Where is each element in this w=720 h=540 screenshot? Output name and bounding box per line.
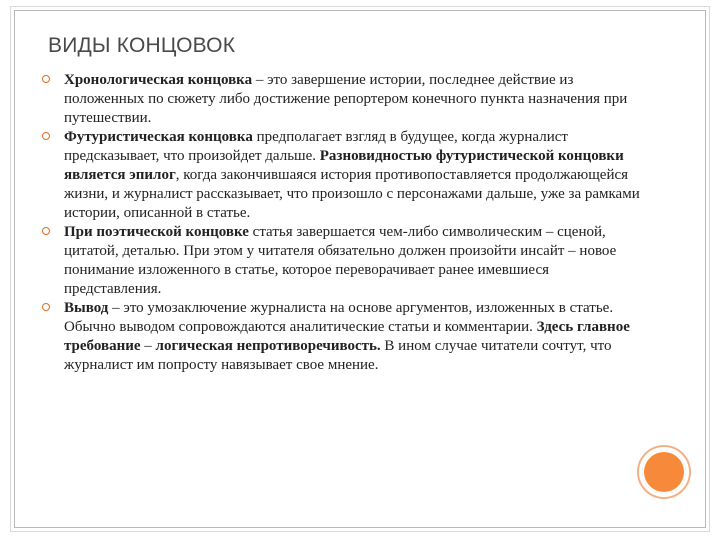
slide-edge-bottom bbox=[10, 531, 710, 532]
slide-title: ВИДЫ КОНЦОВОК bbox=[48, 34, 236, 57]
bullet-list bbox=[42, 71, 642, 375]
slide-edge-top bbox=[10, 6, 710, 7]
item-text: – это умозаключение журналиста на основе аргументов, изложенных в статье. Обычно выводом сопровождаются аналитические статьи и комментарии. bbox=[64, 300, 614, 335]
item-lead-bold: Футуристическая концовка bbox=[64, 129, 253, 145]
item-text: – это завершение истории, последнее действие из положенных по сюжету либо достижение репортером конечного пункта назначения при путешествии. bbox=[64, 72, 628, 126]
item-text: предполагает взгляд в будущее, когда журналист предсказывает, что произойдет дальше. bbox=[64, 129, 568, 164]
item-lead-bold: При поэтической концовке bbox=[64, 224, 249, 240]
slide-edge-right bbox=[709, 6, 710, 532]
item-bold-phrase: Разновидностью футуристической концовки является эпилог bbox=[64, 148, 624, 183]
bullet-circle-icon bbox=[42, 75, 50, 83]
list-item bbox=[42, 71, 642, 128]
item-text-final: В ином случае читатели сочтут, что журналист им попросту навязывает свое мнение. bbox=[64, 338, 612, 373]
decorative-circle bbox=[642, 450, 686, 494]
item-text: статья завершается чем-либо символическим – сценой, цитатой, деталью. При этом у читателя обязательно должен произойти инсайт – новое понимание изложенного в статье, которое переворачивает ранее имевшиеся представления. bbox=[64, 224, 617, 297]
item-bold-phrase-2: логическая непротиворечивость. bbox=[155, 338, 381, 354]
item-lead-bold: Хронологическая концовка bbox=[64, 72, 253, 88]
slide-edge-left bbox=[10, 6, 11, 532]
list-item bbox=[42, 223, 642, 299]
bullet-circle-icon bbox=[42, 132, 50, 140]
item-lead-bold: Вывод bbox=[64, 300, 109, 316]
list-item bbox=[42, 299, 642, 375]
bullet-circle-icon bbox=[42, 303, 50, 311]
list-item bbox=[42, 128, 642, 223]
item-text-continued: – bbox=[140, 338, 156, 354]
item-bold-phrase: Здесь главное требование bbox=[64, 319, 630, 354]
item-text-continued: , когда закончившаяся история противопоставляется продолжающейся жизни, и журналист рассказывает, что произошло с персонажами дальше, уже за рамками истории, описанной в статье. bbox=[64, 167, 640, 221]
bullet-circle-icon bbox=[42, 227, 50, 235]
